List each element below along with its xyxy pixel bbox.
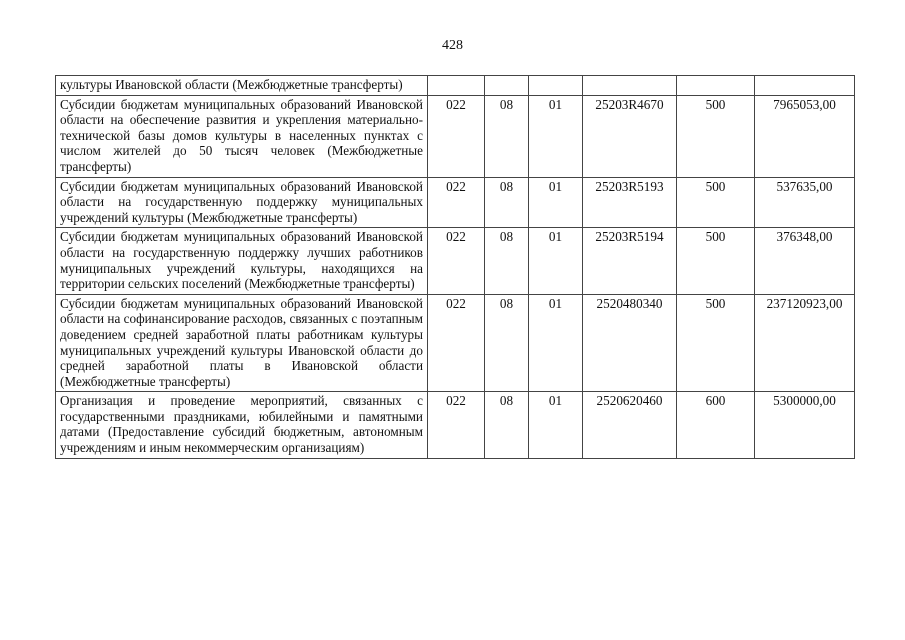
table-row bbox=[56, 228, 855, 294]
ministry-code bbox=[428, 76, 485, 96]
amount: 537635,00 bbox=[755, 177, 855, 228]
expense-type-code: 500 bbox=[677, 228, 755, 294]
section-code: 08 bbox=[485, 95, 529, 177]
section-code: 08 bbox=[485, 177, 529, 228]
amount: 237120923,00 bbox=[755, 294, 855, 392]
row-description: Субсидии бюджетам муниципальных образований Ивановской области на государственную поддержку муниципальных учреждений культуры (Межбюджетные трансферты) bbox=[56, 177, 428, 228]
amount bbox=[755, 76, 855, 96]
amount: 7965053,00 bbox=[755, 95, 855, 177]
amount: 5300000,00 bbox=[755, 392, 855, 458]
table-row bbox=[56, 177, 855, 228]
table-row bbox=[56, 294, 855, 392]
expense-type-code: 500 bbox=[677, 177, 755, 228]
subsection-code: 01 bbox=[529, 228, 583, 294]
target-article-code: 25203R5194 bbox=[583, 228, 677, 294]
row-description: Субсидии бюджетам муниципальных образований Ивановской области на обеспечение развития и укрепления материально-технической базы домов культуры в населенных пунктах с числом жителей до 50 тысяч человек (Межбюджетные трансферты) bbox=[56, 95, 428, 177]
row-description: Организация и проведение мероприятий, связанных с государственными праздниками, юбилейными и памятными датами (Предоставление субсидий бюджетным, автономным учреждениям и иным некоммерческим организациям) bbox=[56, 392, 428, 458]
row-description: культуры Ивановской области (Межбюджетные трансферты) bbox=[56, 76, 428, 96]
amount: 376348,00 bbox=[755, 228, 855, 294]
subsection-code: 01 bbox=[529, 294, 583, 392]
table-row bbox=[56, 95, 855, 177]
page-number: 428 bbox=[442, 38, 463, 53]
expense-type-code: 600 bbox=[677, 392, 755, 458]
target-article-code: 25203R4670 bbox=[583, 95, 677, 177]
subsection-code: 01 bbox=[529, 177, 583, 228]
ministry-code: 022 bbox=[428, 294, 485, 392]
ministry-code: 022 bbox=[428, 228, 485, 294]
section-code: 08 bbox=[485, 294, 529, 392]
budget-table bbox=[55, 75, 855, 459]
table-row bbox=[56, 392, 855, 458]
expense-type-code: 500 bbox=[677, 294, 755, 392]
subsection-code: 01 bbox=[529, 392, 583, 458]
row-description: Субсидии бюджетам муниципальных образований Ивановской области на государственную поддержку лучших работников муниципальных учреждений культуры, находящихся на территории сельских поселений (Межбюджетные трансферты) bbox=[56, 228, 428, 294]
subsection-code bbox=[529, 76, 583, 96]
section-code bbox=[485, 76, 529, 96]
row-description: Субсидии бюджетам муниципальных образований Ивановской области на софинансирование расходов, связанных с поэтапным доведением средней заработной платы работникам культуры муниципальных учреждений культуры Ивановской области до средней заработной платы в Ивановской области (Межбюджетные трансферты) bbox=[56, 294, 428, 392]
table-row bbox=[56, 76, 855, 96]
ministry-code: 022 bbox=[428, 95, 485, 177]
target-article-code bbox=[583, 76, 677, 96]
subsection-code: 01 bbox=[529, 95, 583, 177]
expense-type-code: 500 bbox=[677, 95, 755, 177]
ministry-code: 022 bbox=[428, 392, 485, 458]
target-article-code: 2520620460 bbox=[583, 392, 677, 458]
target-article-code: 2520480340 bbox=[583, 294, 677, 392]
section-code: 08 bbox=[485, 392, 529, 458]
section-code: 08 bbox=[485, 228, 529, 294]
ministry-code: 022 bbox=[428, 177, 485, 228]
target-article-code: 25203R5193 bbox=[583, 177, 677, 228]
expense-type-code bbox=[677, 76, 755, 96]
